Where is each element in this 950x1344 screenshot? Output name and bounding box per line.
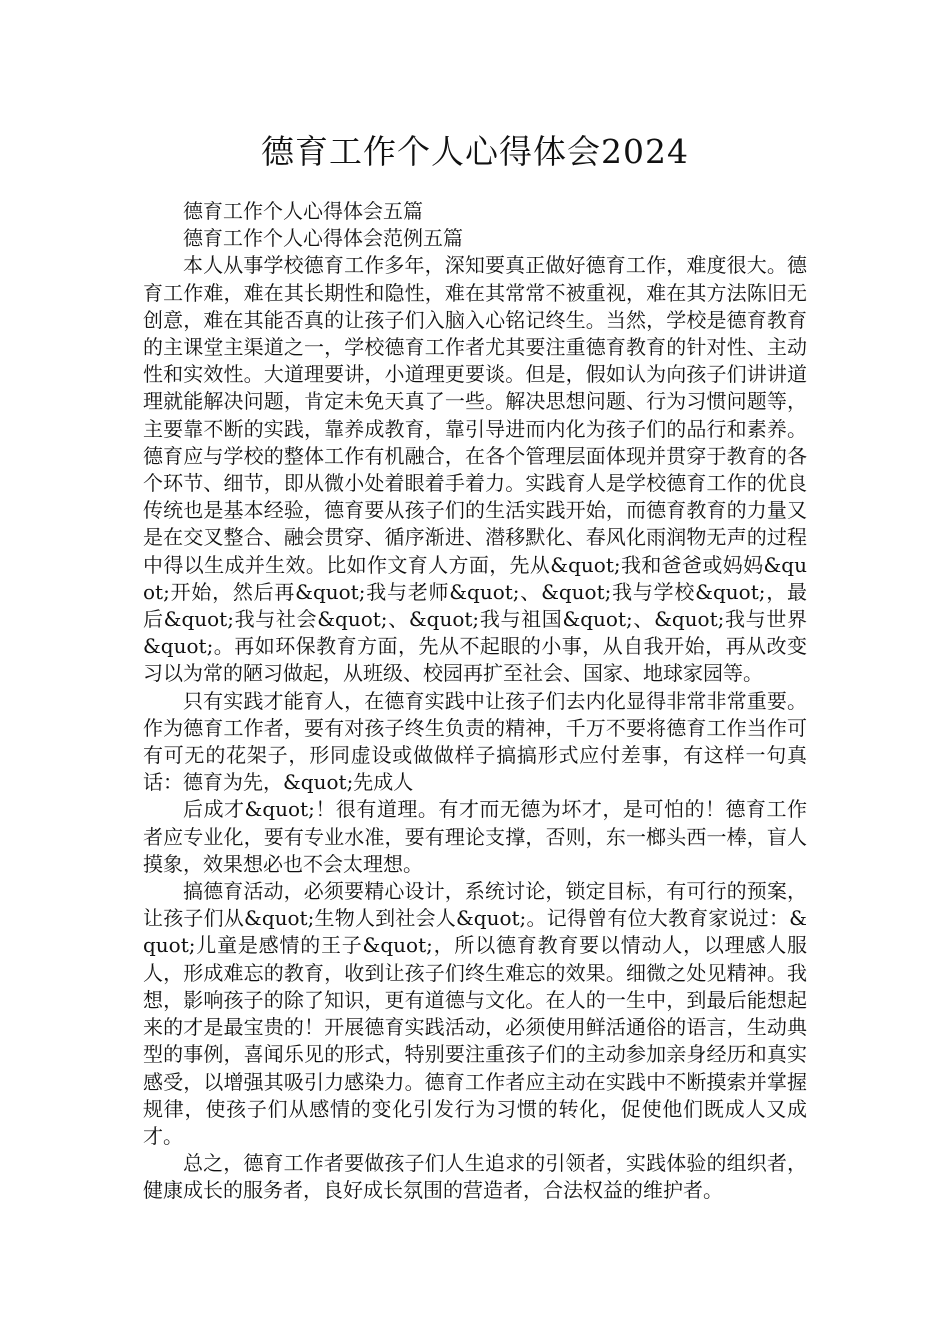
subtitle-line-1: 德育工作个人心得体会五篇 <box>183 199 423 223</box>
body-paragraph-3: 后成才&quot;！很有道理。有才而无德为坏才，是可怕的！德育工作者应专业化，要有专业水准，要有理论支撑，否则，东一榔头西一棒，盲人摸象，效果想必也不会太理想。 <box>143 797 807 876</box>
document-title: 德育工作个人心得体会2024 <box>261 132 689 171</box>
body-paragraph-5: 总之，德育工作者要做孩子们人生追求的引领者，实践体验的组织者，健康成长的服务者，良好成长氛围的营造者，合法权益的维护者。 <box>143 1151 807 1203</box>
subtitle-line-2: 德育工作个人心得体会范例五篇 <box>183 226 463 251</box>
document-page <box>143 128 807 1205</box>
body-paragraph-4: 搞德育活动，必须要精心设计，系统讨论，锁定目标，有可行的预案，让孩子们从&quot;生物人到社会人&quot;。记得曾有位大教育家说过：&quot;儿童是感情的王子&quot;，所以德育教育要以情动人，以理感人服人，形成难忘的教育，收到让孩子们终生难忘的效果。细微之处见精神。我想，影响孩子的除了知识，更有道德与文化。在人的一生中，到最后能想起来的才是最宝贵的！开展德育实践活动，必须使用鲜活通俗的语言，生动典型的事例，喜闻乐见的形式，特别要注重孩子们的主动参加亲身经历和真实感受，以增强其吸引力感染力。德育工作者应主动在实践中不断摸索并掌握规律，使孩子们从感情的变化引发行为习惯的转化，促使他们既成人又成才。 <box>143 879 807 1148</box>
body-paragraph-1: 本人从事学校德育工作多年，深知要真正做好德育工作，难度很大。德育工作难，难在其长期性和隐性，难在其常常不被重视，难在其方法陈旧无创意，难在其能否真的让孩子们入脑入心铭记终生。当然，学校是德育教育的主课堂主渠道之一，学校德育工作者尤其要注重德育教育的针对性、主动性和实效性。大道理要讲，小道理更要谈。但是，假如认为向孩子们讲讲道理就能解决问题，肯定未免天真了一些。解决思想问题、行为习惯问题等，主要靠不断的实践，靠养成教育，靠引导进而内化为孩子们的品行和素养。德育应与学校的整体工作有机融合，在各个管理层面体现并贯穿于教育的各个环节、细节，即从微小处着眼着手着力。实践育人是学校德育工作的优良传统也是基本经验，德育要从孩子们的生活实践开始，而德育教育的力量又是在交叉整合、融会贯穿、循序渐进、潜移默化、春风化雨润物无声的过程中得以生成并生效。比如作文育人方面，先从&quot;我和爸爸或妈妈&quot;开始，然后再&quot;我与老师&quot;、&quot;我与学校&quot;，最后&quot;我与社会&quot;、&quot;我与祖国&quot;、&quot;我与世界&quot;。再如环保教育方面，先从不起眼的小事，从自我开始，再从改变习以为常的陋习做起，从班级、校园再扩至社会、国家、地球家园等。 <box>143 253 807 686</box>
body-paragraph-2: 只有实践才能育人，在德育实践中让孩子们去内化显得非常非常重要。作为德育工作者，要有对孩子终生负责的精神，千万不要将德育工作当作可有可无的花架子，形同虚设或做做样子搞搞形式应付差事，有这样一句真话：德育为先，&quot;先成人 <box>143 688 807 795</box>
